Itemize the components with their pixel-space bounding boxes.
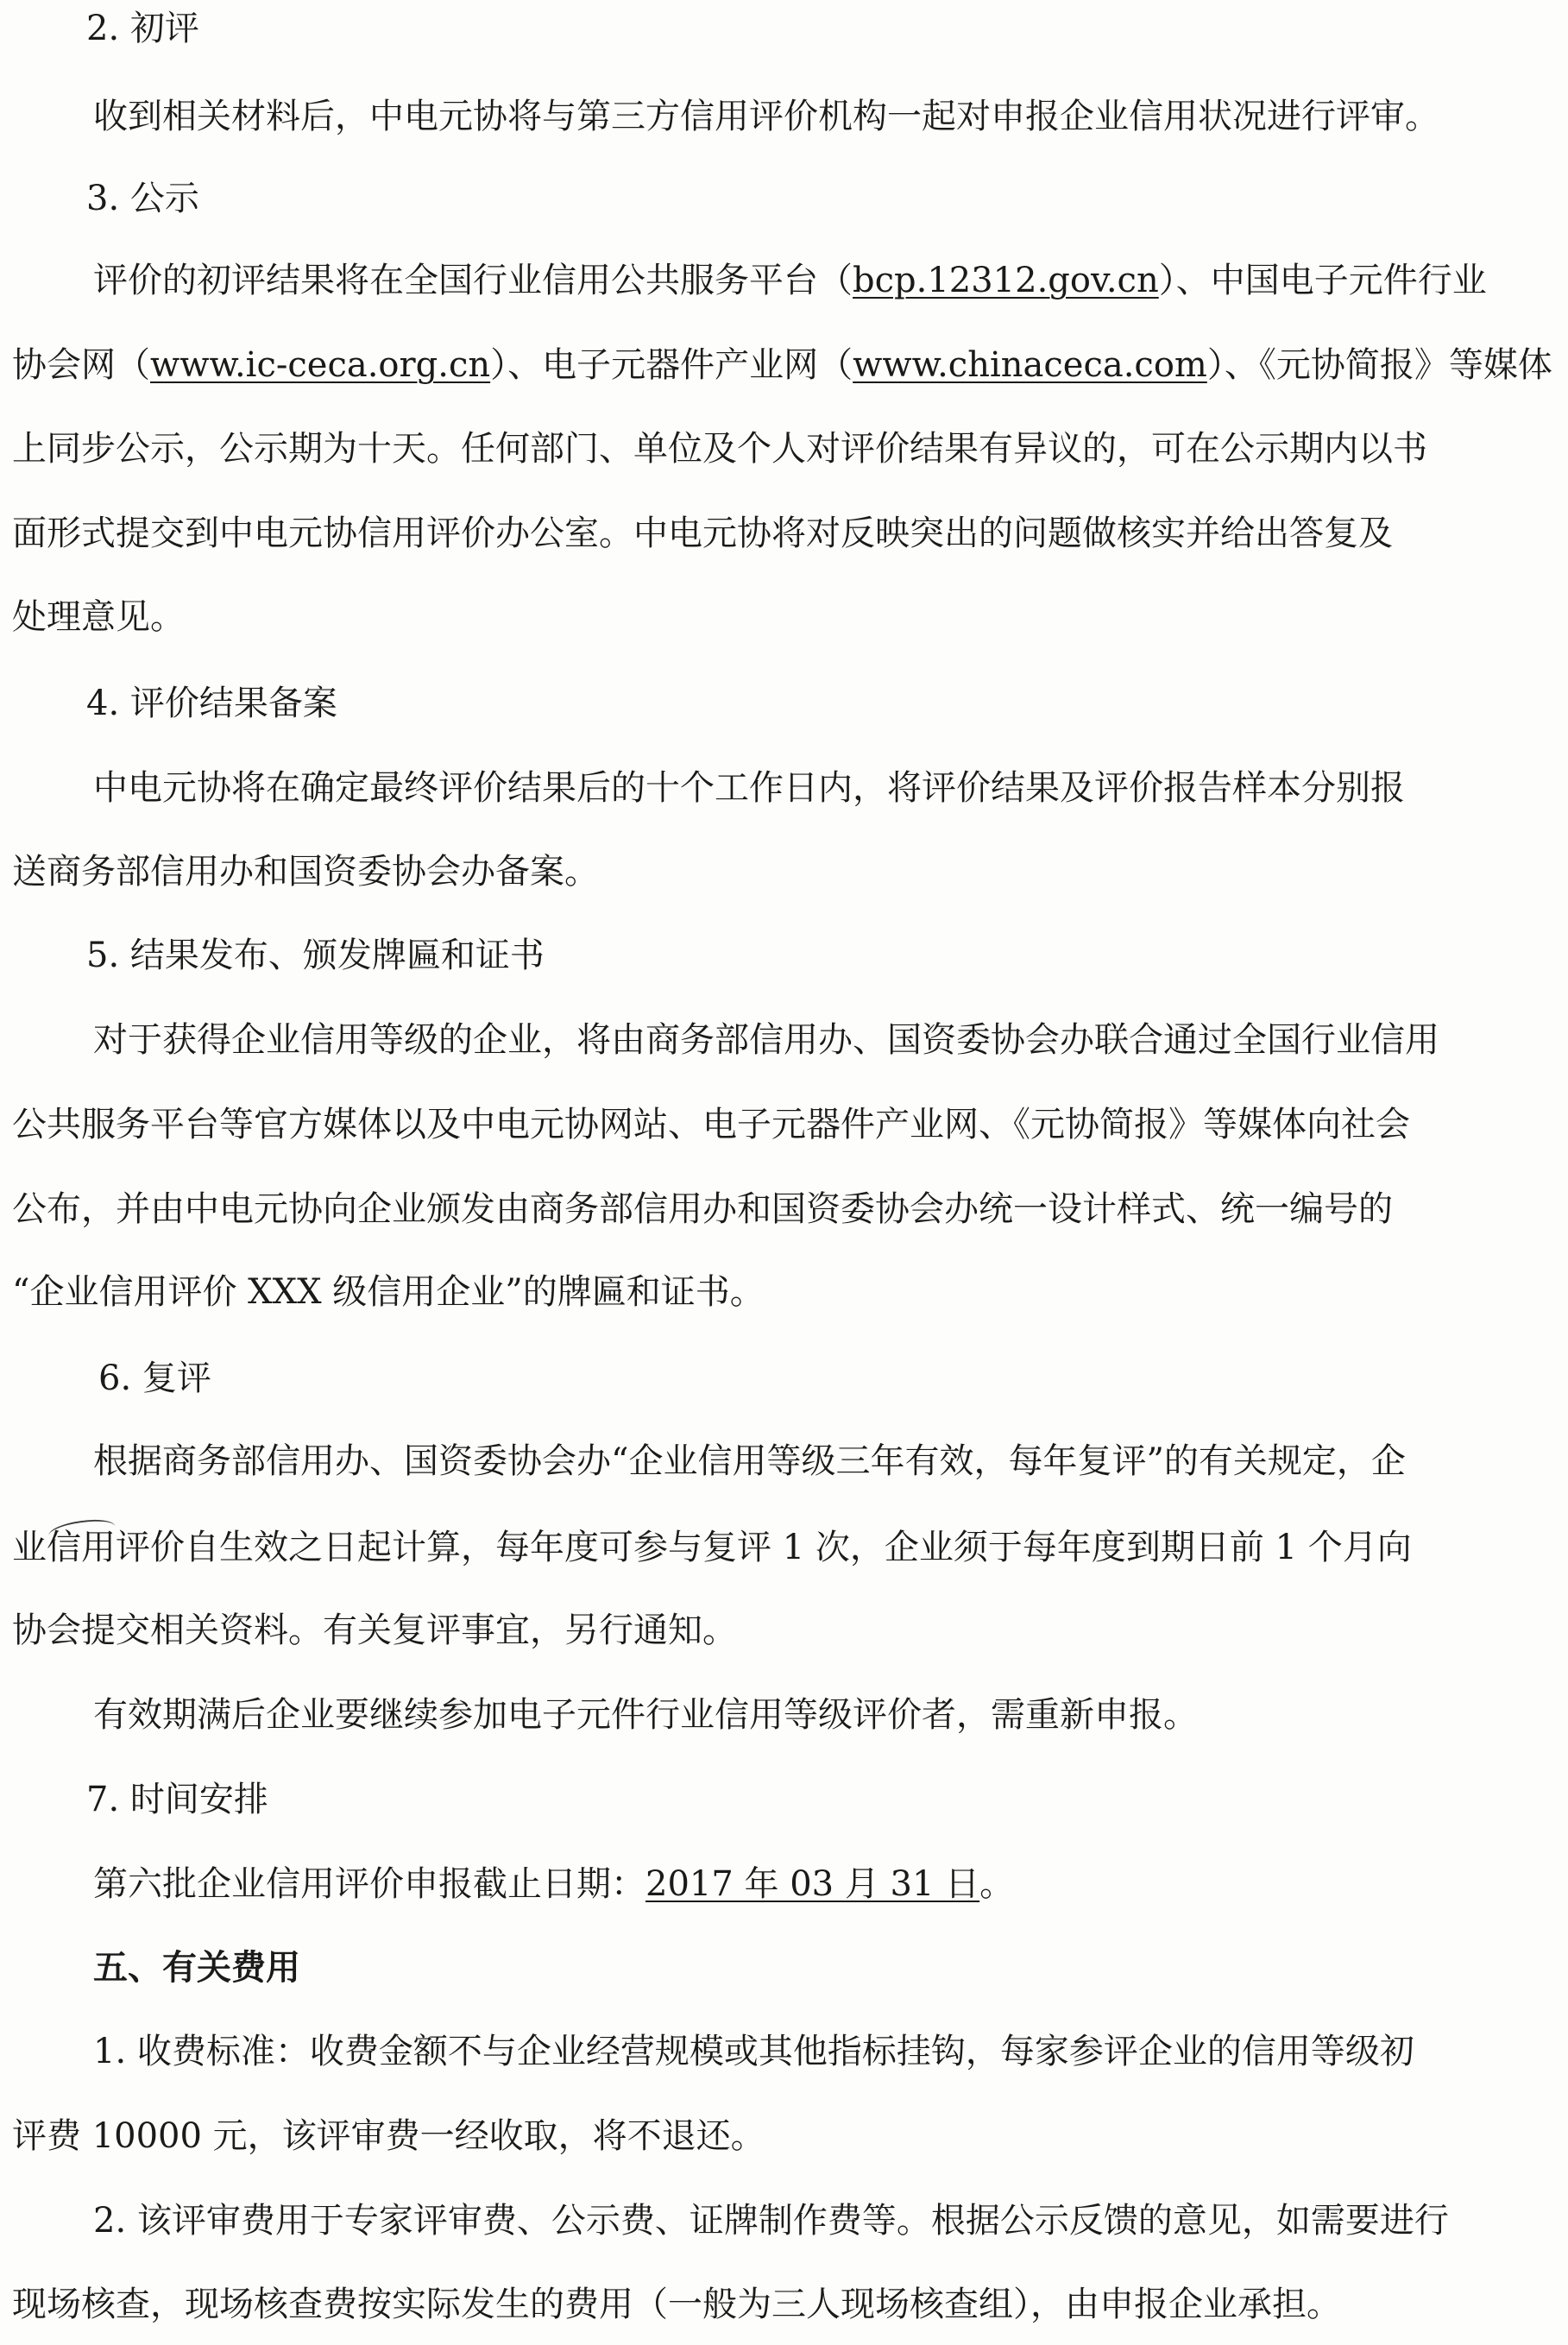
deadline-date: 2017 年 03 月 31 日 (645, 1864, 980, 1904)
paragraph-publicity-line-5: 处理意见。 (12, 597, 185, 637)
text-fragment: ）、中国电子元件行业 (1158, 261, 1487, 300)
link-ic-ceca[interactable]: www.ic-ceca.org.cn (150, 345, 491, 385)
section-heading-filing: 4. 评价结果备案 (86, 684, 337, 723)
section-heading-rereview: 6. 复评 (98, 1358, 211, 1398)
text-fragment: 第六批企业信用评价申报截止日期： (93, 1864, 645, 1904)
paragraph-publish-line-4: “企业信用评价 XXX 级信用企业”的牌匾和证书。 (12, 1272, 765, 1312)
paragraph-review: 收到相关材料后，中电元协将与第三方信用评价机构一起对申报企业信用状况进行评审。 (93, 97, 1439, 136)
paragraph-publish-line-2: 公共服务平台等官方媒体以及中电元协网站、电子元器件产业网、《元协简报》等媒体向社会 (12, 1105, 1410, 1144)
paragraph-rereview-line-1: 根据商务部信用办、国资委协会办“企业信用等级三年有效，每年复评”的有关规定，企 (93, 1441, 1406, 1481)
text-fragment: 协会网（ (12, 345, 150, 385)
paragraph-publish-line-3: 公布，并由中电元协向企业颁发由商务部信用办和国资委协会办统一设计样式、统一编号的 (12, 1189, 1393, 1229)
paragraph-publicity-line-1 (93, 259, 1487, 302)
section-heading-review: 2. 初评 (86, 9, 199, 48)
link-bcp[interactable]: bcp.12312.gov.cn (853, 261, 1159, 300)
section-heading-publish: 5. 结果发布、颁发牌匾和证书 (86, 936, 545, 975)
paragraph-filing-line-1: 中电元协将在确定最终评价结果后的十个工作日内，将评价结果及评价报告样本分别报 (93, 768, 1405, 808)
paragraph-fees-item1-line-1: 1. 收费标准：收费金额不与企业经营规模或其他指标挂钩，每家参评企业的信用等级初 (93, 2032, 1414, 2071)
link-chinaceca[interactable]: www.chinaceca.com (853, 345, 1207, 385)
paragraph-schedule (93, 1863, 1014, 1906)
paragraph-publish-line-1: 对于获得企业信用等级的企业，将由商务部信用办、国资委协会办联合通过全国行业信用 (93, 1020, 1439, 1060)
paragraph-rereview-line-3: 协会提交相关资料。有关复评事宜，另行通知。 (12, 1611, 737, 1650)
paragraph-fees-item2-line-1: 2. 该评审费用于专家评审费、公示费、证牌制作费等。根据公示反馈的意见，如需要进行 (93, 2201, 1449, 2241)
section-heading-schedule: 7. 时间安排 (86, 1780, 268, 1819)
paragraph-publicity-line-2 (12, 344, 1552, 387)
paragraph-publicity-line-4: 面形式提交到中电元协信用评价办公室。中电元协将对反映突出的问题做核实并给出答复及 (12, 514, 1393, 553)
section-heading-publicity: 3. 公示 (86, 179, 199, 218)
text-fragment: ）、电子元器件产业网（ (490, 345, 853, 385)
paragraph-fees-item1-line-2: 评费 10000 元，该评审费一经收取，将不退还。 (12, 2116, 765, 2156)
paragraph-fees-item2-line-2: 现场核查，现场核查费按实际发生的费用（一般为三人现场核查组），由申报企业承担。 (12, 2285, 1341, 2324)
text-fragment: ）、《元协简报》等媒体 (1206, 345, 1552, 385)
paragraph-filing-line-2: 送商务部信用办和国资委协会办备案。 (12, 852, 599, 892)
paragraph-publicity-line-3: 上同步公示，公示期为十天。任何部门、单位及个人对评价结果有异议的，可在公示期内以书 (12, 429, 1427, 469)
text-fragment: 评价的初评结果将在全国行业信用公共服务平台（ (93, 261, 853, 300)
paragraph-rereview-line-4: 有效期满后企业要继续参加电子元件行业信用等级评价者，需重新申报。 (93, 1695, 1198, 1735)
section-heading-fees: 五、有关费用 (93, 1947, 300, 1988)
text-fragment: 。 (979, 1864, 1015, 1904)
paragraph-rereview-line-2: 业信用评价自生效之日起计算，每年度可参与复评 1 次，企业须于每年度到期日前 1 个月向 (12, 1528, 1412, 1567)
